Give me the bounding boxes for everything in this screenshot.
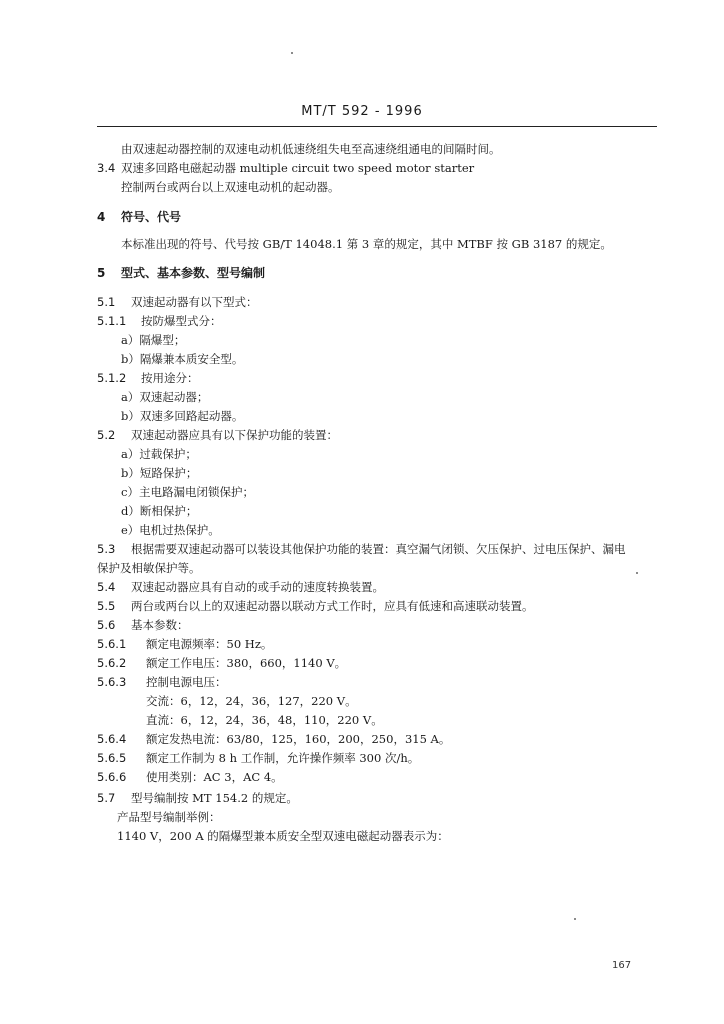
body-text-line: 1140 V，200 A 的隔爆型兼本质安全型双速电磁起动器表示为： xyxy=(117,829,449,843)
body-text-line: a）隔爆型； xyxy=(121,333,186,347)
scan-speck xyxy=(291,52,293,54)
body-text-line: b）双速多回路起动器。 xyxy=(121,409,244,423)
scan-speck xyxy=(574,918,576,920)
body-text-line: 直流：6，12，24，36，48，110，220 V。 xyxy=(146,713,383,727)
header-rule xyxy=(97,126,657,127)
body-text-line: 两台或两台以上的双速起动器以联动方式工作时，应具有低速和高速联动装置。 xyxy=(131,599,534,613)
body-text-line: 额定工作制为 8 h 工作制，允许操作频率 300 次/h。 xyxy=(146,751,420,765)
clause-number: 5.6.5 xyxy=(97,751,127,765)
clause-number: 5.1.2 xyxy=(97,371,127,385)
body-text-line: 额定工作电压：380，660，1140 V。 xyxy=(146,656,347,670)
clause-number: 5.1.1 xyxy=(97,314,127,328)
body-text-line: e）电机过热保护。 xyxy=(121,523,220,537)
scan-speck xyxy=(636,572,638,574)
body-text-line: 控制两台或两台以上双速电动机的起动器。 xyxy=(121,180,340,194)
clause-number: 5.1 xyxy=(97,295,116,309)
body-text-line: 按用途分： xyxy=(141,371,199,385)
body-text-line: 双速起动器应具有以下保护功能的装置： xyxy=(131,428,338,442)
body-text-line: 额定发热电流：63/80，125，160，200，250，315 A。 xyxy=(146,732,451,746)
clause-number: 5.7 xyxy=(97,791,116,805)
body-text-line: b）隔爆兼本质安全型。 xyxy=(121,352,244,366)
clause-number: 5.6.2 xyxy=(97,656,127,670)
body-text-line: 双速起动器应具有自动的或手动的速度转换装置。 xyxy=(131,580,384,594)
section-heading: 型式、基本参数、型号编制 xyxy=(121,266,266,280)
clause-number: 3.4 xyxy=(97,161,116,175)
body-text-line: 双速多回路电磁起动器 multiple circuit two speed motor starter xyxy=(121,161,475,175)
clause-number: 5.6.1 xyxy=(97,637,127,651)
clause-number: 4 xyxy=(97,210,106,224)
clause-number: 5.6.3 xyxy=(97,675,127,689)
clause-number: 5.6 xyxy=(97,618,116,632)
body-text-line: a）双速起动器； xyxy=(121,390,209,404)
body-text-line: c）主电路漏电闭锁保护； xyxy=(121,485,254,499)
clause-number: 5.3 xyxy=(97,542,116,556)
clause-number: 5.6.6 xyxy=(97,770,127,784)
page-number: 167 xyxy=(612,960,632,971)
body-text-line: d）断相保护； xyxy=(121,504,198,518)
clause-number: 5.6.4 xyxy=(97,732,127,746)
page-header: MT/T 592 - 1996 xyxy=(301,104,423,119)
body-text-line: 双速起动器有以下型式： xyxy=(131,295,258,309)
body-text-line: 产品型号编制举例： xyxy=(117,810,221,824)
body-text-line: 使用类别：AC 3，AC 4。 xyxy=(146,770,283,784)
clause-number: 5.5 xyxy=(97,599,116,613)
body-text-line: 基本参数： xyxy=(131,618,189,632)
body-text-line: 额定电源频率：50 Hz。 xyxy=(146,637,273,651)
section-heading: 符号、代号 xyxy=(121,210,182,224)
clause-number: 5 xyxy=(97,266,106,280)
body-text-line: 根据需要双速起动器可以装设其他保护功能的装置：真空漏气闭锁、欠压保护、过电压保护、漏电 xyxy=(131,542,626,556)
body-text-line: 本标准出现的符号、代号按 GB/T 14048.1 第 3 章的规定，其中 MTBF 按 GB 3187 的规定。 xyxy=(121,237,612,251)
body-text-line: 保护及相敏保护等。 xyxy=(97,561,201,575)
body-text-line: b）短路保护； xyxy=(121,466,198,480)
body-text-line: 交流：6，12，24，36，127，220 V。 xyxy=(146,694,357,708)
body-text-line: 由双速起动器控制的双速电动机低速绕组失电至高速绕组通电的间隔时间。 xyxy=(121,142,501,156)
body-text-line: 型号编制按 MT 154.2 的规定。 xyxy=(131,791,298,805)
clause-number: 5.2 xyxy=(97,428,116,442)
body-text-line: 控制电源电压： xyxy=(146,675,227,689)
body-text-line: a）过载保护； xyxy=(121,447,197,461)
body-text-line: 按防爆型式分： xyxy=(141,314,222,328)
clause-number: 5.4 xyxy=(97,580,116,594)
